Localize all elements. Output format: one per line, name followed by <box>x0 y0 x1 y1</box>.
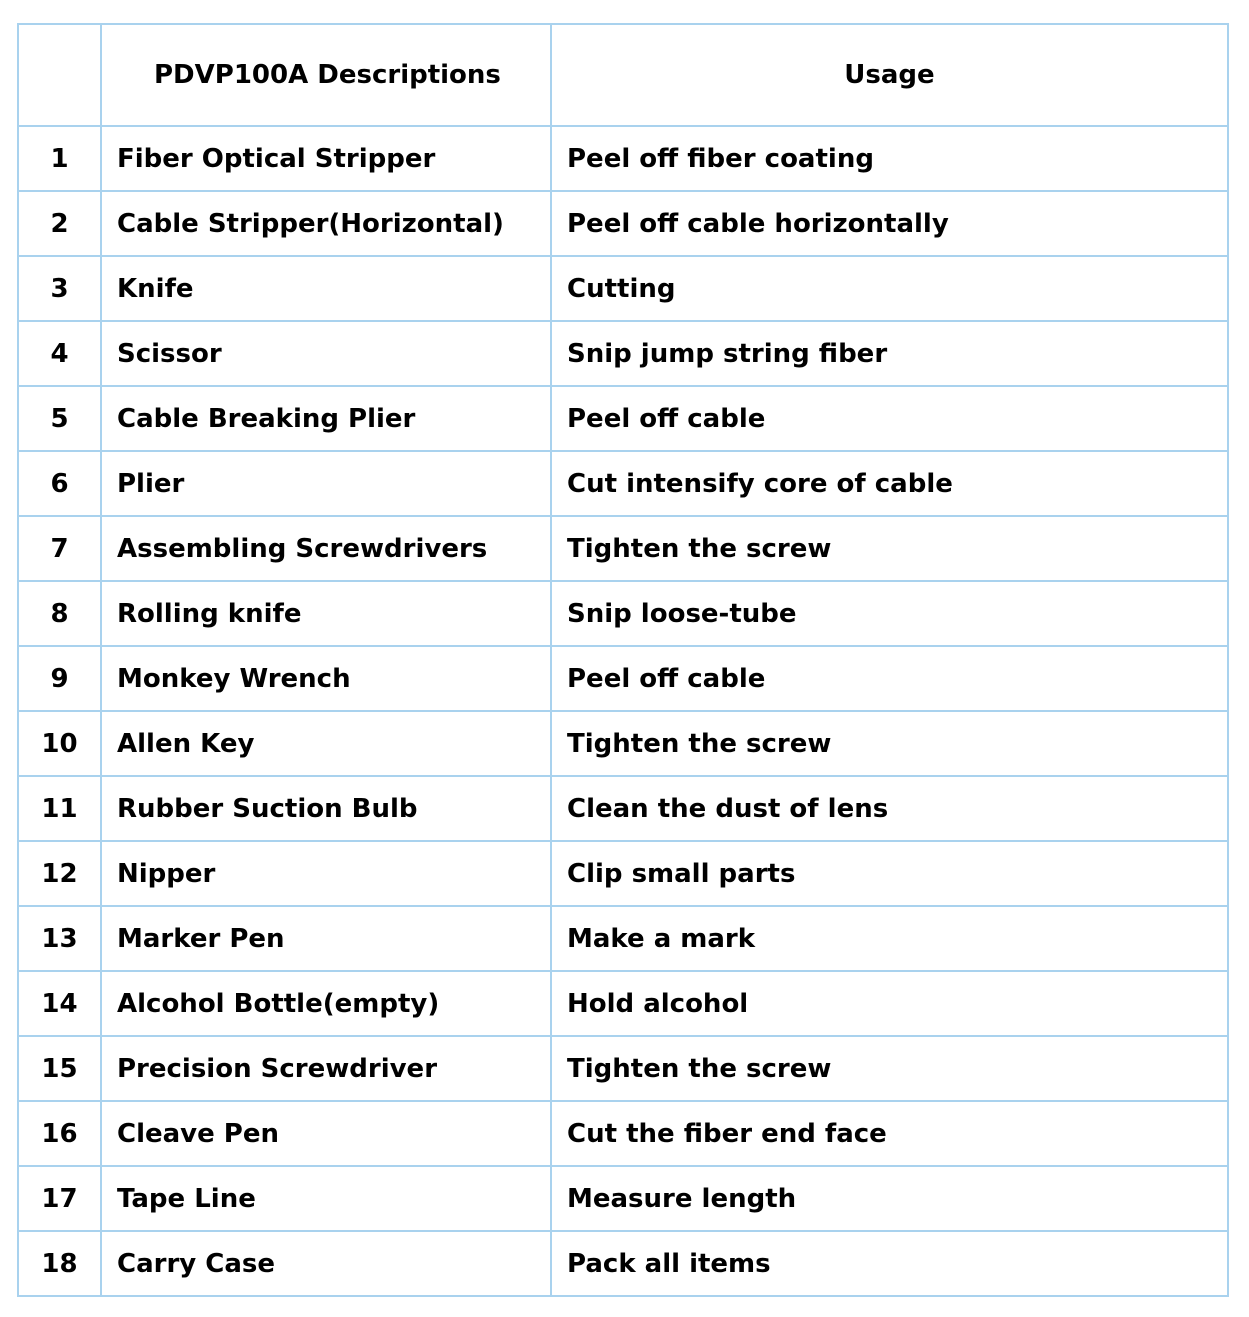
row-number: 15 <box>18 1036 101 1101</box>
row-number: 11 <box>18 776 101 841</box>
table-row <box>18 906 1228 971</box>
table-row <box>18 1231 1228 1296</box>
row-description: Nipper <box>101 841 551 906</box>
header-descriptions: PDVP100A Descriptions <box>101 24 551 126</box>
row-usage: Measure length <box>551 1166 1228 1231</box>
row-description: Scissor <box>101 321 551 386</box>
row-usage: Peel off fiber coating <box>551 126 1228 191</box>
row-number: 16 <box>18 1101 101 1166</box>
row-description: Carry Case <box>101 1231 551 1296</box>
row-number: 12 <box>18 841 101 906</box>
row-number: 2 <box>18 191 101 256</box>
row-number: 18 <box>18 1231 101 1296</box>
row-usage: Tighten the screw <box>551 516 1228 581</box>
row-number: 14 <box>18 971 101 1036</box>
row-description: Allen Key <box>101 711 551 776</box>
row-usage: Cut the fiber end face <box>551 1101 1228 1166</box>
row-number: 10 <box>18 711 101 776</box>
row-description: Alcohol Bottle(empty) <box>101 971 551 1036</box>
header-number <box>18 24 101 126</box>
table-row <box>18 1036 1228 1101</box>
table-row <box>18 776 1228 841</box>
table-row <box>18 126 1228 191</box>
tools-table <box>17 23 1229 1297</box>
row-usage: Clean the dust of lens <box>551 776 1228 841</box>
table-row <box>18 386 1228 451</box>
table-row <box>18 516 1228 581</box>
row-description: Monkey Wrench <box>101 646 551 711</box>
row-description: Tape Line <box>101 1166 551 1231</box>
table-row <box>18 1166 1228 1231</box>
row-description: Fiber Optical Stripper <box>101 126 551 191</box>
table-row <box>18 321 1228 386</box>
row-usage: Peel off cable <box>551 386 1228 451</box>
header-row <box>18 24 1228 126</box>
row-usage: Snip jump string fiber <box>551 321 1228 386</box>
row-description: Marker Pen <box>101 906 551 971</box>
row-description: Rolling knife <box>101 581 551 646</box>
row-number: 3 <box>18 256 101 321</box>
row-usage: Snip loose-tube <box>551 581 1228 646</box>
row-number: 4 <box>18 321 101 386</box>
table-row <box>18 191 1228 256</box>
table-row <box>18 451 1228 516</box>
row-description: Cable Breaking Plier <box>101 386 551 451</box>
table-header <box>18 24 1228 126</box>
row-description: Knife <box>101 256 551 321</box>
row-description: Cleave Pen <box>101 1101 551 1166</box>
table-row <box>18 1101 1228 1166</box>
table-row <box>18 711 1228 776</box>
row-number: 17 <box>18 1166 101 1231</box>
row-number: 8 <box>18 581 101 646</box>
table-row <box>18 841 1228 906</box>
row-usage: Make a mark <box>551 906 1228 971</box>
row-number: 6 <box>18 451 101 516</box>
row-number: 1 <box>18 126 101 191</box>
row-description: Precision Screwdriver <box>101 1036 551 1101</box>
row-usage: Cut intensify core of cable <box>551 451 1228 516</box>
row-usage: Hold alcohol <box>551 971 1228 1036</box>
table-row <box>18 256 1228 321</box>
table-row <box>18 971 1228 1036</box>
row-usage: Peel off cable horizontally <box>551 191 1228 256</box>
row-description: Rubber Suction Bulb <box>101 776 551 841</box>
row-number: 7 <box>18 516 101 581</box>
row-usage: Cutting <box>551 256 1228 321</box>
row-description: Assembling Screwdrivers <box>101 516 551 581</box>
row-usage: Peel off cable <box>551 646 1228 711</box>
table-body <box>18 126 1228 1296</box>
row-usage: Clip small parts <box>551 841 1228 906</box>
table-row <box>18 581 1228 646</box>
table-row <box>18 646 1228 711</box>
row-number: 13 <box>18 906 101 971</box>
row-usage: Tighten the screw <box>551 711 1228 776</box>
row-description: Plier <box>101 451 551 516</box>
row-description: Cable Stripper(Horizontal) <box>101 191 551 256</box>
row-usage: Tighten the screw <box>551 1036 1228 1101</box>
header-usage: Usage <box>551 24 1228 126</box>
row-usage: Pack all items <box>551 1231 1228 1296</box>
row-number: 5 <box>18 386 101 451</box>
row-number: 9 <box>18 646 101 711</box>
